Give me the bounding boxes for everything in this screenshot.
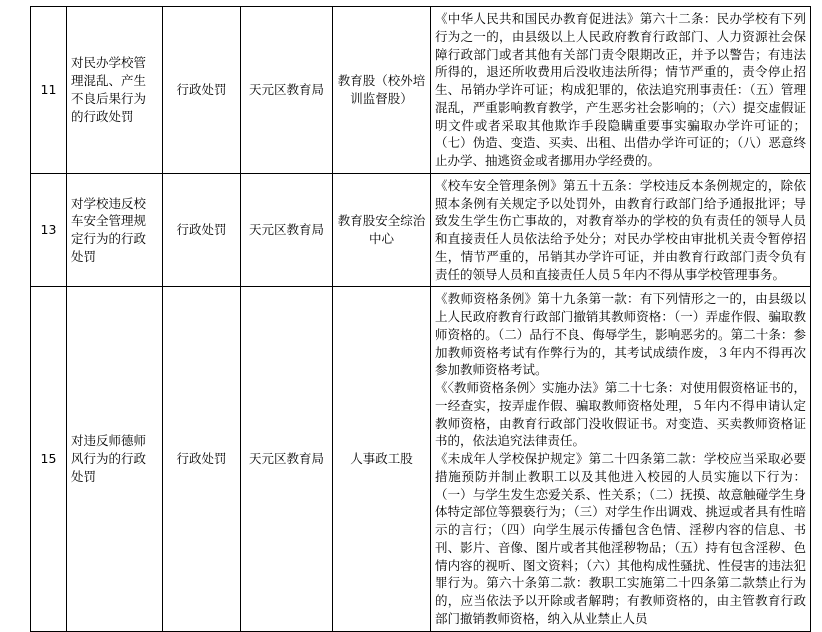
legal-basis-paragraph: 《〈教师资格条例〉实施办法》第二十七条：对使用假资格证书的，一经查实，按弄虚作假、骗取教师资格处理，５年内不得申请认定教师资格，由教育行政部门没收假证书。对变造、买卖教师资格证书的，依法追究法律责任。 <box>435 380 806 449</box>
row-item-name: 对学校违反校车安全管理规定行为的行政处罚 <box>67 173 163 287</box>
row-penalty-type: 行政处罚 <box>163 287 241 631</box>
administrative-penalty-table <box>30 6 811 632</box>
legal-basis-paragraph: 《教师资格条例》第十九条第一款：有下列情形之一的，由县级以上人民政府教育行政部门撤销其教师资格：（一）弄虚作假、骗取教师资格的。（二）品行不良、侮辱学生，影响恶劣的。第二十条：参加教师资格考试有作弊行为的，其考试成绩作废，３年内不得再次参加教师资格考试。 <box>435 291 806 378</box>
row-number: 11 <box>31 7 67 174</box>
legal-basis-paragraph: 《中华人民共和国民办教育促进法》第六十二条：民办学校有下列行为之一的，由县级以上人民政府教育行政部门、人力资源社会保障行政部门或者其他有关部门责令限期改正，并予以警告；有违法所得的，退还所收费用后没收违法所得；情节严重的，责令停止招生、吊销办学许可证；构成犯罪的，依法追究刑事责任：（五）管理混乱，严重影响教育教学，产生恶劣社会影响的；（六）提交虚假证明文件或者采取其他欺诈手段隐瞒重要事实骗取办学许可证的；（七）伪造、变造、买卖、出租、出借办学许可证的；（八）恶意终止办学、抽逃资金或者挪用办学经费的。 <box>435 11 806 168</box>
row-penalty-type: 行政处罚 <box>163 173 241 287</box>
row-implementing-organ: 天元区教育局 <box>241 7 333 174</box>
table-row <box>31 287 811 631</box>
row-number: 13 <box>31 173 67 287</box>
row-implementing-department: 人事政工股 <box>333 287 431 631</box>
row-implementing-organ: 天元区教育局 <box>241 287 333 631</box>
row-item-name: 对民办学校管理混乱、产生不良后果行为的行政处罚 <box>67 7 163 174</box>
legal-basis-paragraph: 《校车安全管理条例》第五十五条：学校违反本条例规定的，除依照本条例有关规定予以处罚外，由教育行政部门给予通报批评；导致发生学生伤亡事故的，对教育举办的学校的负有责任的领导人员和直接责任人员依法给予处分；对民办学校由审批机关责令暂停招生，情节严重的，吊销其办学许可证，并由教育行政部门责令负有责任的领导人员和直接责任人员５年内不得从事学校管理事务。 <box>435 177 806 282</box>
row-legal-basis <box>431 7 811 174</box>
table-row <box>31 7 811 174</box>
row-legal-basis <box>431 287 811 631</box>
table-row <box>31 173 811 287</box>
row-implementing-organ: 天元区教育局 <box>241 173 333 287</box>
legal-basis-paragraph: 《未成年人学校保护规定》第二十四条第二款：学校应当采取必要措施预防并制止教职工以及其他进入校园的人员实施以下行为：（一）与学生发生恋爱关系、性关系；（二）抚摸、故意触碰学生身体特定部位等猥亵行为；（三）对学生作出调戏、挑逗或者具有性暗示的言行；（四）向学生展示传播包含色情、淫秽内容的信息、书刊、影片、音像、图片或者其他淫秽物品；（五）持有包含淫秽、色情内容的视听、图文资料；（六）其他构成性骚扰、性侵害的违法犯罪行为。第六十条第二款：教职工实施第二十四条第二款禁止行为的，应当依法予以开除或者解聘；有教师资格的，由主管教育行政部门撤销教师资格，纳入从业禁止人员 <box>435 451 806 626</box>
row-implementing-department: 教育股（校外培训监督股） <box>333 7 431 174</box>
row-legal-basis <box>431 173 811 287</box>
row-penalty-type: 行政处罚 <box>163 7 241 174</box>
row-item-name: 对违反师德师风行为的行政处罚 <box>67 287 163 631</box>
row-number: 15 <box>31 287 67 631</box>
row-implementing-department: 教育股安全综治中心 <box>333 173 431 287</box>
